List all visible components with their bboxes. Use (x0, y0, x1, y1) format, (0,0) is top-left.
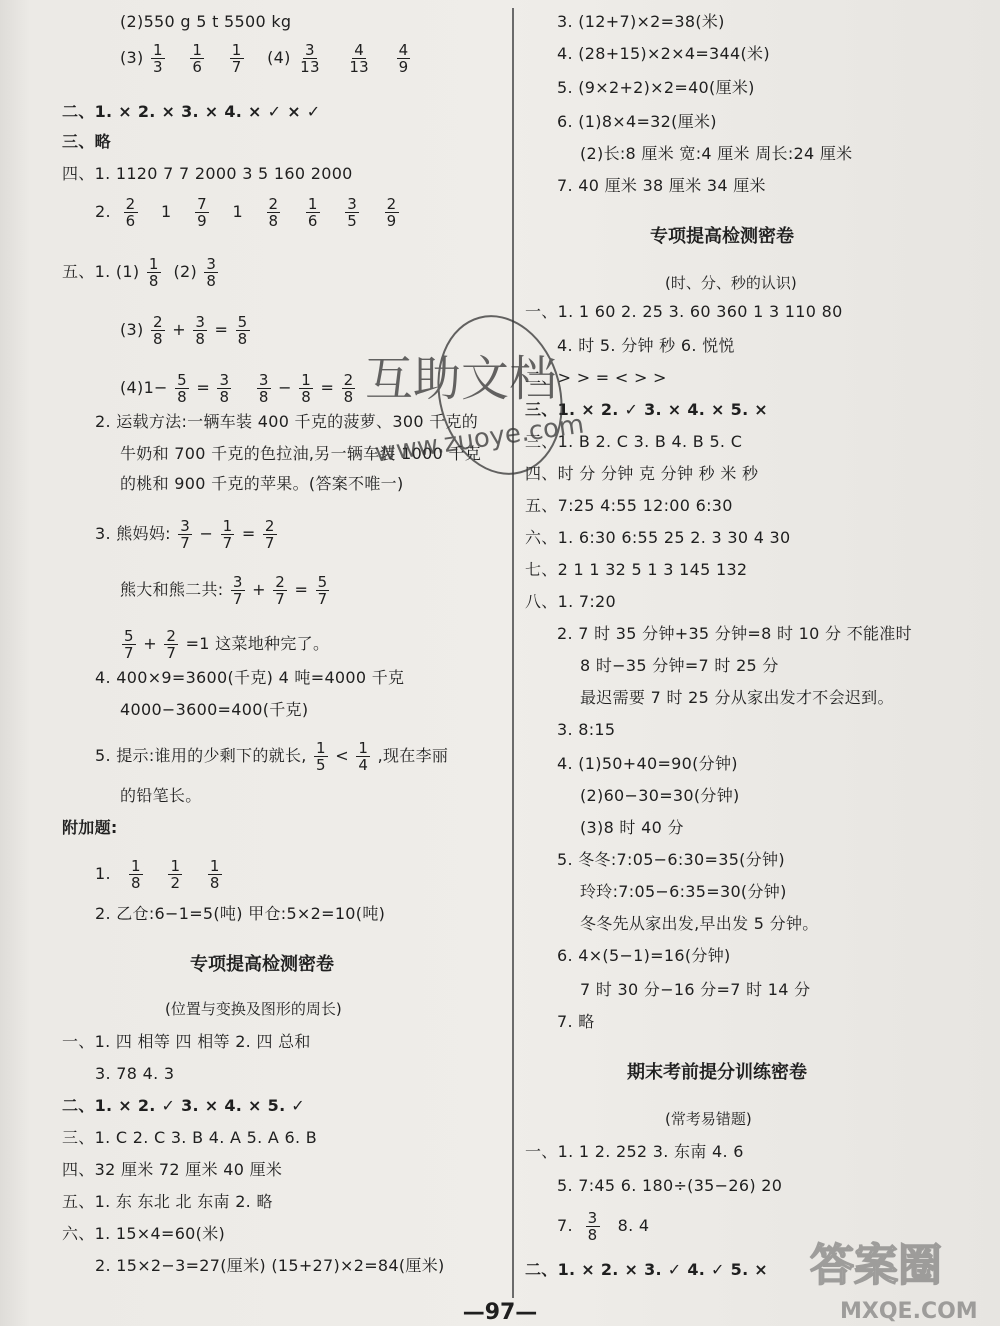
answer-line: 玲玲:7:05−6:35=30(分钟) (580, 882, 787, 901)
answer-line: 的铅笔长。 (120, 786, 202, 805)
answer-line: (2)550 g 5 t 5500 kg (120, 12, 292, 31)
answer-line: 三、1. × 2. ✓ 3. × 4. × 5. × (525, 400, 769, 419)
fraction: $\frac{3}{5}$ (347, 195, 358, 230)
answer-line: 1. $\frac{1}{8}$ $\frac{1}{2}$ $\frac{1}{8}$ (95, 857, 220, 892)
answer-line: 7 时 30 分−16 分=7 时 14 分 (580, 980, 811, 999)
fraction: $\frac{2}{8}$ (268, 195, 279, 230)
fraction: $\frac{5}{8}$ (177, 371, 187, 406)
answer-line: 3. (12+7)×2=38(米) (557, 12, 725, 31)
answer-line: 8 时−35 分钟=7 时 25 分 (580, 656, 779, 675)
answer-line: 六、1. 6:30 6:55 25 2. 3 30 4 30 (525, 528, 791, 547)
answer-line: 5. 7:45 6. 180÷(35−26) 20 (557, 1176, 783, 1195)
answer-line: 3. 78 4. 3 (95, 1064, 175, 1083)
answer-line: 五、1. 东 东北 北 东南 2. 略 (62, 1192, 273, 1211)
answer-line: 2. 运载方法:一辆车装 400 千克的菠萝、300 千克的 (95, 412, 479, 431)
stamp-watermark (365, 295, 625, 495)
answer-line: 一、1. 1 2. 252 3. 东南 4. 6 (525, 1142, 744, 1161)
section-subtitle: (时、分、秒的认识) (665, 274, 797, 292)
answer-line: 7. $\frac{3}{8}$ 8. 4 (557, 1209, 650, 1244)
fraction: $\frac{2}{8}$ (152, 313, 163, 348)
fraction: $\frac{1}{8}$ (131, 857, 141, 892)
answer-line: 牛奶和 700 千克的色拉油,另一辆车装 1000 千克 (120, 444, 482, 463)
fraction: $\frac{1}{8}$ (301, 371, 312, 406)
stamp-text: 互助文档 (365, 351, 558, 407)
fraction: $\frac{2}{6}$ (125, 195, 136, 230)
fraction: $\frac{5}{8}$ (237, 313, 248, 348)
fraction: $\frac{3}{8}$ (258, 371, 269, 406)
fraction: $\frac{2}{8}$ (343, 371, 354, 406)
fraction: $\frac{4}{13}$ (349, 41, 370, 76)
answer-line: 3. 熊妈妈: $\frac{3}{7}$ − $\frac{1}{7}$ = $\frac{2}{7}$ (95, 517, 275, 552)
answer-line: 三、1. B 2. C 3. B 4. B 5. C (525, 432, 743, 451)
answer-line: 五、1. (1) $\frac{1}{8}$ (2) $\frac{3}{8}$ (62, 255, 217, 290)
answer-line: 二、> > = < > > (525, 368, 667, 387)
answer-line: $\frac{5}{7}$ + $\frac{2}{7}$ =1 这菜地种完了。 (124, 627, 330, 662)
fraction: $\frac{1}{4}$ (358, 739, 369, 774)
answer-line: 二、1. × 2. ✓ 3. × 4. × 5. ✓ (62, 1096, 306, 1115)
watermark-url: MXQE.COM (840, 1299, 978, 1324)
answer-line: 三、略 (62, 132, 111, 151)
answer-line: 2. $\frac{2}{6}$ 1 $\frac{7}{9}$ 1 $\frac{2}{8}$ $\frac{1}{6}$ $\frac{3}{5}$ $\frac{2}{9}$ (95, 195, 397, 230)
answer-line: 五、7:25 4:55 12:00 6:30 (525, 496, 733, 515)
answer-line: (4)1− $\frac{5}{8}$ = $\frac{3}{8}$ $\frac{3}{8}$ − $\frac{1}{8}$ = $\frac{2}{8}$ (120, 371, 354, 406)
answer-line: 4. 400×9=3600(千克) 4 吨=4000 千克 (95, 668, 405, 687)
logo-watermark (800, 1230, 1000, 1326)
answer-line: 八、1. 7:20 (525, 592, 616, 611)
fraction: $\frac{1}{5}$ (316, 739, 326, 774)
answer-line: 的桃和 900 千克的苹果。(答案不唯一) (120, 474, 404, 493)
answer-line: 一、1. 四 相等 四 相等 2. 四 总和 (62, 1032, 311, 1051)
fraction: $\frac{3}{8}$ (195, 313, 206, 348)
fraction: $\frac{2}{7}$ (166, 627, 177, 662)
section-title: 专项提高检测密卷 (650, 226, 794, 247)
fraction: $\frac{3}{13}$ (300, 41, 320, 76)
answer-line: 一、1. 1 60 2. 25 3. 60 360 1 3 110 80 (525, 302, 843, 321)
answer-line: 熊大和熊二共: $\frac{3}{7}$ + $\frac{2}{7}$ = $\frac{5}{7}$ (120, 573, 328, 608)
fraction: $\frac{1}{8}$ (209, 857, 220, 892)
fraction: $\frac{3}{8}$ (587, 1209, 598, 1244)
fraction: $\frac{2}{7}$ (264, 517, 275, 552)
fraction: $\frac{1}{6}$ (307, 195, 318, 230)
fraction: $\frac{4}{9}$ (398, 41, 409, 76)
answer-line: 3. 8:15 (557, 720, 616, 739)
answer-line: 4. (1)50+40=90(分钟) (557, 754, 738, 773)
fraction: $\frac{7}{9}$ (197, 195, 207, 230)
fraction: $\frac{5}{7}$ (317, 573, 328, 608)
answer-line: 四、32 厘米 72 厘米 40 厘米 (62, 1160, 283, 1179)
answer-line: (3)8 时 40 分 (580, 818, 684, 837)
fraction: $\frac{3}{8}$ (206, 255, 217, 290)
section-subtitle: (位置与变换及图形的周长) (165, 1000, 342, 1018)
answer-line: (2)60−30=30(分钟) (580, 786, 740, 805)
answer-line: 六、1. 15×4=60(米) (62, 1224, 226, 1243)
fraction: $\frac{1}{7}$ (222, 517, 233, 552)
stamp-url: www.zuoye.com (372, 409, 586, 469)
answer-line: 4. 时 5. 分钟 秒 6. 悦悦 (557, 336, 735, 355)
answer-line: 三、1. C 2. C 3. B 4. A 5. A 6. B (62, 1128, 318, 1147)
fraction: $\frac{2}{7}$ (275, 573, 286, 608)
section-title: 期末考前提分训练密卷 (627, 1062, 807, 1083)
answer-line: 6. (1)8×4=32(厘米) (557, 112, 717, 131)
answer-line: 6. 4×(5−1)=16(分钟) (557, 946, 731, 965)
answer-line: 四、1. 1120 7 7 2000 3 5 160 2000 (62, 164, 353, 183)
answer-line: 四、时 分 分钟 克 分钟 秒 米 秒 (525, 464, 759, 483)
section-label: 附加题: (62, 818, 118, 837)
fraction: $\frac{2}{9}$ (386, 195, 397, 230)
answer-line: 7. 略 (557, 1012, 595, 1031)
watermark-text: 答案圈 (810, 1240, 942, 1291)
answer-line: 5. 冬冬:7:05−6:30=35(分钟) (557, 850, 785, 869)
answer-line: 最迟需要 7 时 25 分从家出发才不会迟到。 (580, 688, 894, 707)
fraction: $\frac{3}{7}$ (180, 517, 191, 552)
fraction: $\frac{1}{3}$ (152, 41, 163, 76)
fraction: $\frac{1}{8}$ (148, 255, 159, 290)
answer-line: 二、1. × 2. × 3. × 4. × ✓ × ✓ (62, 102, 321, 121)
section-subtitle: (常考易错题) (665, 1110, 752, 1128)
answer-line: 2. 乙仓:6−1=5(吨) 甲仓:5×2=10(吨) (95, 904, 386, 923)
page-number: —97— (462, 1300, 538, 1325)
answer-line: 4000−3600=400(千克) (120, 700, 309, 719)
fraction: $\frac{1}{7}$ (231, 41, 242, 76)
answer-line: 七、2 1 1 32 5 1 3 145 132 (525, 560, 748, 579)
answer-line: 2. 15×2−3=27(厘米) (15+27)×2=84(厘米) (95, 1256, 445, 1275)
answer-line: 5. 提示:谁用的少剩下的就长, $\frac{1}{5}$ < $\frac{1}{4}$ ,现在李丽 (95, 739, 449, 774)
fraction: $\frac{1}{6}$ (192, 41, 203, 76)
answer-line: 5. (9×2+2)×2=40(厘米) (557, 78, 755, 97)
section-title: 专项提高检测密卷 (190, 954, 334, 975)
fraction: $\frac{5}{7}$ (124, 627, 134, 662)
fraction: $\frac{3}{7}$ (232, 573, 243, 608)
answer-line: 2. 7 时 35 分钟+35 分钟=8 时 10 分 不能准时 (557, 624, 912, 643)
answer-line: (3) $\frac{1}{3}$ $\frac{1}{6}$ $\frac{1}{7}$ (4) $\frac{3}{13}$ $\frac{4}{13}$ $\frac{4}{9}$ (120, 41, 409, 76)
fraction: $\frac{3}{8}$ (219, 371, 230, 406)
fraction: $\frac{1}{2}$ (170, 857, 181, 892)
column-divider (512, 8, 514, 1298)
answer-line: 二、1. × 2. × 3. ✓ 4. ✓ 5. × (525, 1260, 769, 1279)
answer-line: 4. (28+15)×2×4=344(米) (557, 44, 770, 63)
answer-line: (3) $\frac{2}{8}$ + $\frac{3}{8}$ = $\frac{5}{8}$ (120, 313, 248, 348)
answer-line: 7. 40 厘米 38 厘米 34 厘米 (557, 176, 766, 195)
answer-line: 冬冬先从家出发,早出发 5 分钟。 (580, 914, 819, 933)
answer-line: (2)长:8 厘米 宽:4 厘米 周长:24 厘米 (580, 144, 853, 163)
